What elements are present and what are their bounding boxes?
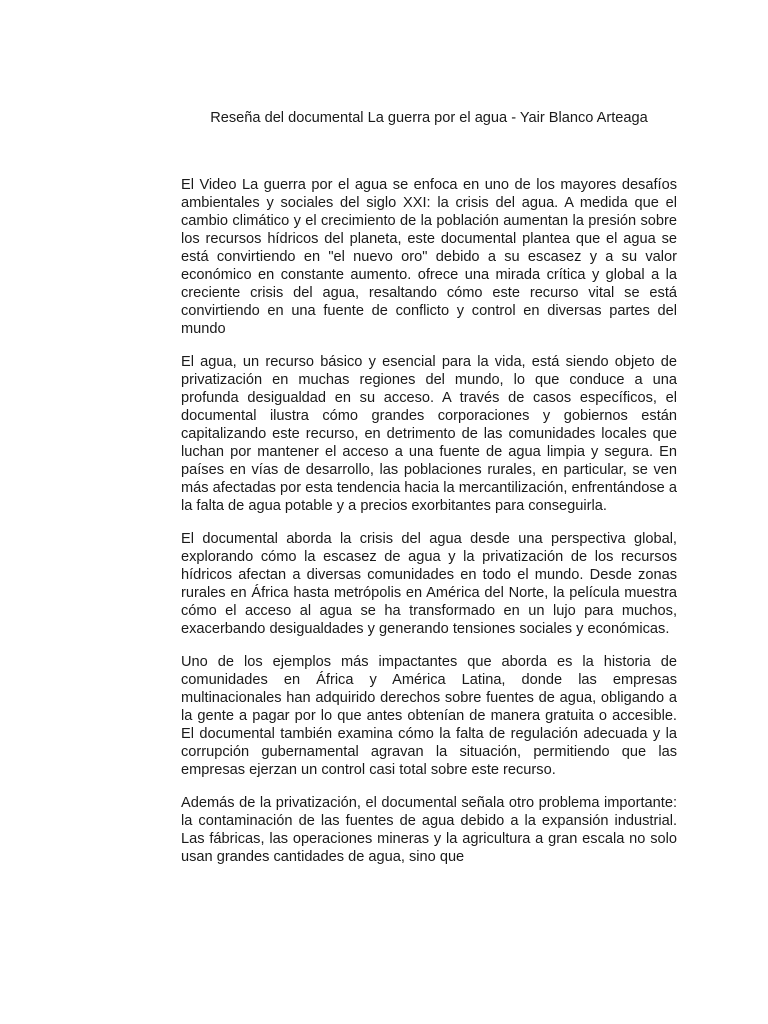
document-title: Reseña del documental La guerra por el agua - Yair Blanco Arteaga (210, 110, 648, 126)
paragraph-3: El documental aborda la crisis del agua desde una perspectiva global, explorando cómo la escasez de agua y la privatización de los recursos hídricos afectan a diversas comunidades en todo el mundo. Desde zonas rurales en África hasta metrópolis en América del Norte, la película muestra cómo el acceso al agua se ha transformado en un lujo para muchos, exacerbando desigualdades y generando tensiones sociales y económicas. (181, 531, 677, 637)
paragraph-2: El agua, un recurso básico y esencial para la vida, está siendo objeto de privatización en muchas regiones del mundo, lo que conduce a una profunda desigualdad en su acceso. A través de casos específicos, el documental ilustra cómo grandes corporaciones y gobiernos están capitalizando este recurso, en detrimento de las comunidades locales que luchan por mantener el acceso a una fuente de agua limpia y segura. En países en vías de desarrollo, las poblaciones rurales, en particular, se ven más afectadas por esta tendencia hacia la mercantilización, enfrentándose a la falta de agua potable y a precios exorbitantes para conseguirla. (181, 354, 677, 514)
paragraph-1: El Video La guerra por el agua se enfoca en uno de los mayores desafíos ambientales y sociales del siglo XXI: la crisis del agua. A medida que el cambio climático y el crecimiento de la población aumentan la presión sobre los recursos hídricos del planeta, este documental plantea que el agua se está convirtiendo en "el nuevo oro" debido a su escasez y a su valor económico en constante aumento. ofrece una mirada crítica y global a la creciente crisis del agua, resaltando cómo este recurso vital se está convirtiendo en una fuente de conflicto y control en diversas partes del mundo (181, 177, 677, 337)
paragraph-5: Además de la privatización, el documental señala otro problema importante: la contaminación de las fuentes de agua debido a la expansión industrial. Las fábricas, las operaciones mineras y la agricultura a gran escala no solo usan grandes cantidades de agua, sino que (181, 795, 677, 865)
paragraph-4: Uno de los ejemplos más impactantes que aborda es la historia de comunidades en África y América Latina, donde las empresas multinacionales han adquirido derechos sobre fuentes de agua, obligando a la gente a pagar por lo que antes obtenían de manera gratuita o accesible. El documental también examina cómo la falta de regulación adecuada y la corrupción gubernamental agravan la situación, permitiendo que las empresas ejerzan un control casi total sobre este recurso. (181, 654, 677, 778)
page-bottom-margin (0, 917, 768, 1024)
document-body (181, 176, 677, 881)
